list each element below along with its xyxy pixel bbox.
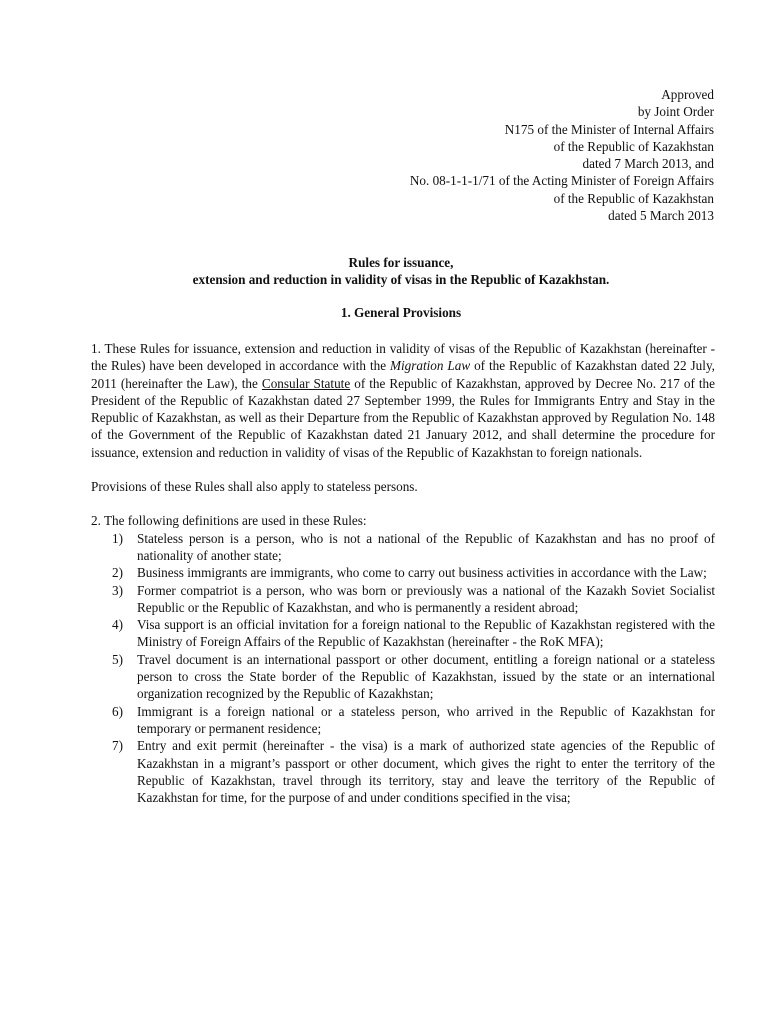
definition-item xyxy=(91,651,715,703)
paragraph-gap xyxy=(91,461,715,478)
paragraph-gap xyxy=(91,495,715,512)
approval-block xyxy=(410,86,714,224)
paragraph-1-text-c: of the Republic of Kazakhstan, approved by Decree No. 217 of the President of the Republic of Kazakhstan dated 27 September 1999, the Rules for Immigrants Entry and Stay in the Republic of Kazakhstan, as well as their Departure from the Republic of Kazakhstan approved by Regulation No. 148 of the Government of the Republic of Kazakhstan dated 21 January 2012, and shall determine the procedure for issuance, extension and reduction in validity of visas of the Republic of Kazakhstan to foreign nationals. xyxy=(91,375,715,460)
title-line-1: Rules for issuance, xyxy=(348,255,454,270)
document-title xyxy=(0,254,770,288)
paragraph-1-text-a: 1. These Rules for issuance, extension and reduction in validity of visas of the Republic of Kazakhstan (hereinafter - the Rules) have been developed in accordance with the xyxy=(91,341,715,374)
paragraph-3-intro: 2. The following definitions are used in these Rules: xyxy=(91,513,367,529)
approval-line: dated 5 March 2013 xyxy=(608,208,714,224)
document-body xyxy=(91,340,715,806)
definition-number: 6) xyxy=(112,703,123,719)
definition-number: 5) xyxy=(112,651,123,667)
definition-item xyxy=(91,530,715,565)
definition-number: 1) xyxy=(112,530,123,546)
definition-text: Immigrant is a foreign national or a stateless person, who arrived in the Republic of Kazakhstan for temporary or permanent residence; xyxy=(137,703,715,736)
definition-item xyxy=(91,737,715,806)
approval-line: Approved xyxy=(661,87,714,102)
definition-number: 4) xyxy=(112,617,123,633)
definition-text: Travel document is an international passport or other document, entitling a foreign national or a stateless person to cross the State border of the Republic of Kazakhstan, issued by the state or an international organization recognized by the Republic of Kazakhstan; xyxy=(137,651,715,702)
title-line-2: extension and reduction in validity of visas in the Republic of Kazakhstan. xyxy=(192,272,610,288)
definition-item xyxy=(91,703,715,738)
approval-line: N175 of the Minister of Internal Affairs xyxy=(504,121,714,137)
approval-line: dated 7 March 2013, and xyxy=(582,156,714,172)
paragraph-2: Provisions of these Rules shall also apply to stateless persons. xyxy=(91,479,418,495)
section-heading: 1. General Provisions xyxy=(340,305,462,320)
definition-item xyxy=(91,564,715,581)
definition-text: Entry and exit permit (hereinafter - the visa) is a mark of authorized state agencies of the Republic of Kazakhstan in a migrant’s passport or other document, which gives the right to enter the territory of the Republic of Kazakhstan, travel through its territory, stay and leave the territory of the Republic of Kazakhstan for time, for the purpose of and under conditions specified in the visa; xyxy=(137,738,715,806)
approval-line: of the Republic of Kazakhstan xyxy=(553,138,714,154)
definition-text: Stateless person is a person, who is not a national of the Republic of Kazakhstan and has no proof of nationality of another state; xyxy=(137,530,715,563)
definition-text: Visa support is an official invitation for a foreign national to the Republic of Kazakhstan registered with the Ministry of Foreign Affairs of the Republic of Kazakhstan (hereinafter - the RoK MFA); xyxy=(137,617,715,650)
approval-line: No. 08-1-1-1/71 of the Acting Minister of Foreign Affairs xyxy=(409,173,714,189)
definition-number: 7) xyxy=(112,738,123,754)
consular-statute-reference: Consular Statute xyxy=(261,375,351,391)
definition-text: Business immigrants are immigrants, who come to carry out business activities in accordance with the Law; xyxy=(137,565,707,581)
definition-number: 3) xyxy=(112,582,123,598)
paragraph-1-text-b: of the Republic of Kazakhstan dated 22 July, 2011 (hereinafter the Law), the xyxy=(91,358,715,391)
definition-number: 2) xyxy=(112,565,123,581)
definition-item xyxy=(91,582,715,617)
definitions-list xyxy=(91,530,715,807)
approval-line: by Joint Order xyxy=(637,104,714,120)
approval-line: of the Republic of Kazakhstan xyxy=(553,190,714,206)
definition-text: Former compatriot is a person, who was born or previously was a national of the Kazakh Soviet Socialist Republic or the Republic of Kazakhstan, and who is permanently a resident abroad; xyxy=(137,582,715,615)
paragraph-1 xyxy=(91,340,715,461)
migration-law-reference: Migration Law xyxy=(390,358,471,374)
definition-item xyxy=(91,616,715,651)
